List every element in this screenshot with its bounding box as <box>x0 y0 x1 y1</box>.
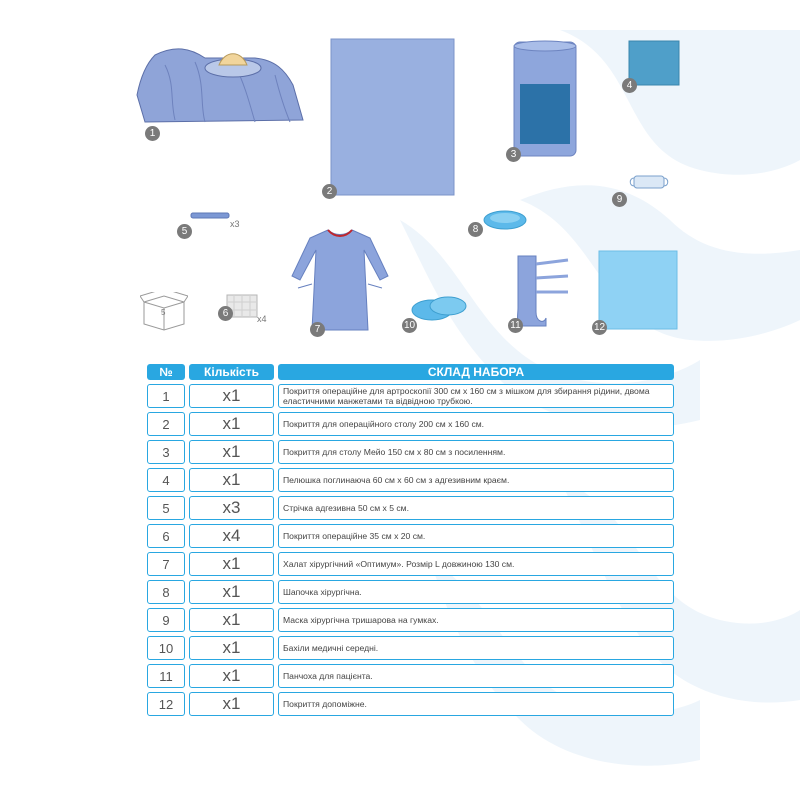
row-quantity: x1 <box>189 552 274 576</box>
row-number: 8 <box>147 580 185 604</box>
item-badge-4: 4 <box>622 78 637 93</box>
row-description: Покриття для столу Мейо 150 см х 80 см з посиленням. <box>278 440 674 464</box>
item-multiplier-6: x4 <box>257 314 267 324</box>
row-quantity: x1 <box>189 608 274 632</box>
table-row <box>147 496 674 520</box>
header-composition: СКЛАД НАБОРА <box>278 364 674 380</box>
table-header-row <box>147 364 674 380</box>
table-row <box>147 468 674 492</box>
item-multiplier-5: x3 <box>230 219 240 229</box>
row-quantity: x4 <box>189 524 274 548</box>
table-row <box>147 412 674 436</box>
row-number: 9 <box>147 608 185 632</box>
row-number: 11 <box>147 664 185 688</box>
row-number: 4 <box>147 468 185 492</box>
item-badge-11: 11 <box>508 318 523 333</box>
kit-composition-table <box>143 360 678 720</box>
item-badge-6: 6 <box>218 306 233 321</box>
row-number: 6 <box>147 524 185 548</box>
auxiliary-cover-illustration <box>598 250 678 330</box>
table-body <box>147 384 674 716</box>
row-description: Покриття операційне для артроскопії 300 см х 160 см з мішком для збирання рідини, двома еластичними манжетами та відвідною трубкою. <box>278 384 674 408</box>
row-description: Пелюшка поглинаюча 60 см х 60 см з адгезивним краєм. <box>278 468 674 492</box>
box-count: 5 <box>161 308 166 317</box>
table-row <box>147 608 674 632</box>
row-number: 5 <box>147 496 185 520</box>
header-quantity: Кількість <box>189 364 274 380</box>
item-badge-7: 7 <box>310 322 325 337</box>
row-description: Панчоха для пацієнта. <box>278 664 674 688</box>
item-badge-12: 12 <box>593 322 606 333</box>
row-description: Покриття для операційного столу 200 см х 160 см. <box>278 412 674 436</box>
row-description: Халат хірургічний «Оптимум». Розмір L довжиною 130 см. <box>278 552 674 576</box>
row-number: 1 <box>147 384 185 408</box>
row-quantity: x1 <box>189 384 274 408</box>
row-description: Покриття операційне 35 см х 20 см. <box>278 524 674 548</box>
row-number: 10 <box>147 636 185 660</box>
row-quantity: x3 <box>189 496 274 520</box>
surgical-cap-illustration <box>482 208 528 230</box>
table-cover-illustration <box>330 38 455 196</box>
header-number: № <box>147 364 185 380</box>
table-row <box>147 524 674 548</box>
item-badge-3: 3 <box>506 147 521 162</box>
row-description: Бахіли медичні середні. <box>278 636 674 660</box>
item-badge-10: 10 <box>403 320 416 331</box>
row-description: Стрічка адгезивна 50 см х 5 см. <box>278 496 674 520</box>
row-quantity: x1 <box>189 636 274 660</box>
item-badge-1: 1 <box>145 126 160 141</box>
row-description: Шапочка хірургічна. <box>278 580 674 604</box>
table-row <box>147 580 674 604</box>
row-quantity: x1 <box>189 468 274 492</box>
row-description: Покриття допоміжне. <box>278 692 674 716</box>
shoe-covers-illustration <box>410 292 468 322</box>
mayo-stand-cover-illustration <box>512 40 578 158</box>
table-row <box>147 440 674 464</box>
arthroscopy-drape-illustration <box>135 40 310 130</box>
row-quantity: x1 <box>189 580 274 604</box>
row-number: 7 <box>147 552 185 576</box>
patient-stocking-illustration <box>514 252 572 328</box>
item-badge-8: 8 <box>468 222 483 237</box>
absorbent-pad-illustration <box>628 40 680 86</box>
row-quantity: x1 <box>189 692 274 716</box>
row-number: 2 <box>147 412 185 436</box>
item-badge-5: 5 <box>177 224 192 239</box>
surgical-gown-illustration <box>290 226 390 334</box>
row-quantity: x1 <box>189 440 274 464</box>
row-description: Маска хірургічна тришарова на гумках. <box>278 608 674 632</box>
surgical-mask-illustration <box>628 172 670 192</box>
item-badge-9: 9 <box>612 192 627 207</box>
table-row <box>147 692 674 716</box>
row-number: 12 <box>147 692 185 716</box>
row-number: 3 <box>147 440 185 464</box>
row-quantity: x1 <box>189 412 274 436</box>
item-badge-2: 2 <box>322 184 337 199</box>
table-row <box>147 636 674 660</box>
row-quantity: x1 <box>189 664 274 688</box>
table-row <box>147 664 674 688</box>
table-row <box>147 384 674 408</box>
adhesive-tape-illustration <box>190 210 230 222</box>
table-row <box>147 552 674 576</box>
